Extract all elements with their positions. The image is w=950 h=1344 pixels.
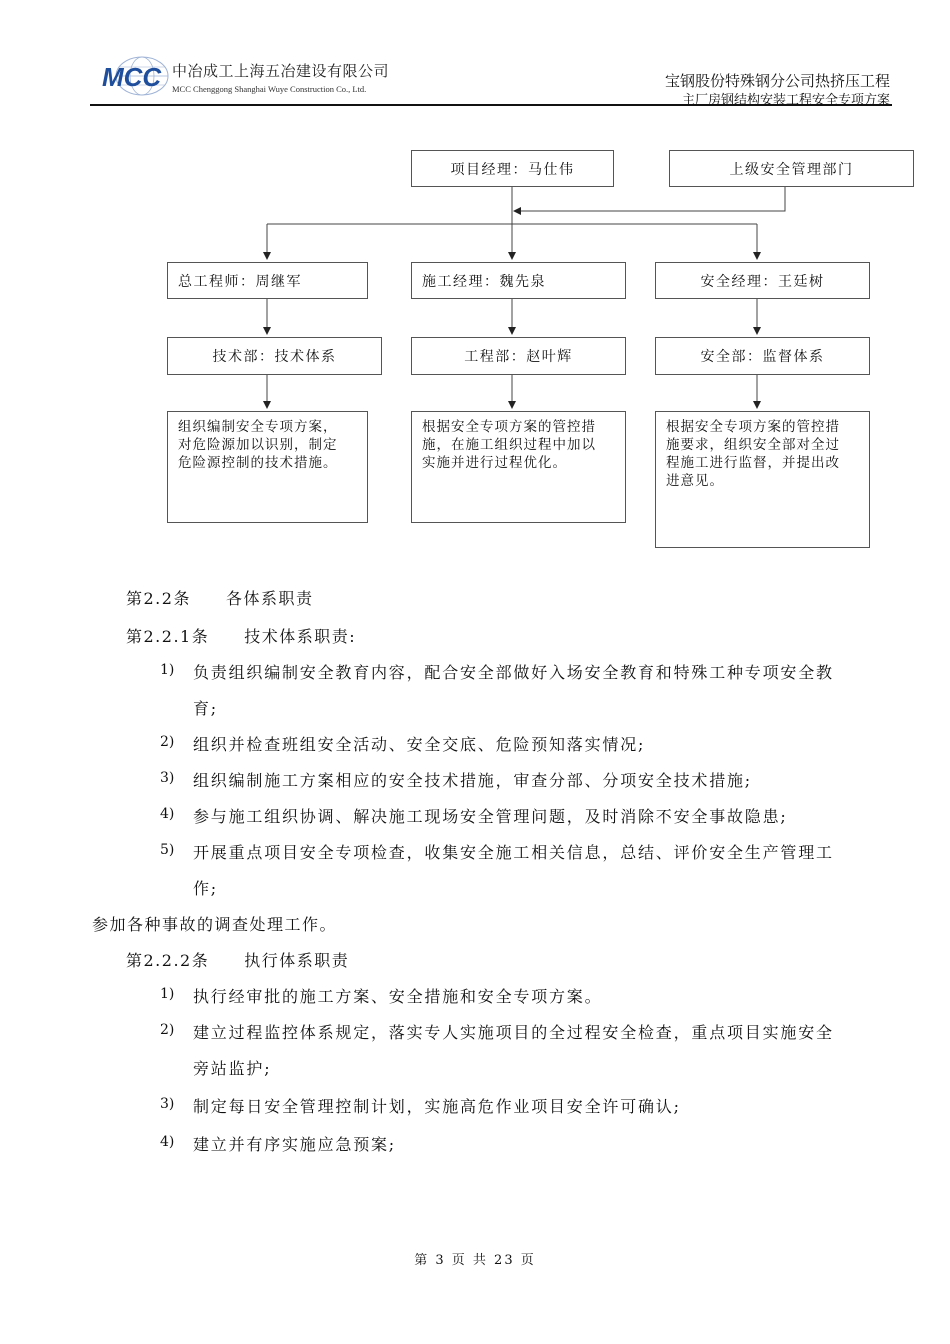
box-safety-manager: 安全经理：王廷树	[655, 262, 870, 299]
box-tech-dept: 技术部：技术体系	[167, 337, 382, 375]
company-name-en: MCC Chenggong Shanghai Wuye Construction Co., Ltd.	[172, 84, 367, 94]
tech-desc-line: 危险源控制的技术措施。	[178, 455, 338, 471]
item-number: 3)	[160, 770, 175, 786]
safety-desc-line: 根据安全专项方案的管控措	[666, 419, 840, 435]
list-item: 开展重点项目安全专项检查，收集安全施工相关信息，总结、评价安全生产管理工	[193, 843, 834, 862]
box-chief-engineer: 总工程师：周继军	[167, 262, 368, 299]
item-number: 1)	[160, 662, 175, 678]
logo-text: MCC	[102, 62, 162, 92]
eng-desc-line: 实施并进行过程优化。	[422, 455, 567, 471]
safety-desc-line: 施要求，组织安全部对全过	[666, 437, 840, 453]
tech-desc-line: 组织编制安全专项方案，	[178, 419, 338, 435]
box-eng-desc	[411, 411, 626, 523]
box-tech-desc	[167, 411, 368, 523]
header-divider	[90, 104, 892, 106]
box-construction-manager: 施工经理：魏先泉	[411, 262, 626, 299]
company-name-cn: 中冶成工上海五冶建设有限公司	[172, 62, 390, 80]
box-safety-dept: 安全部：监督体系	[655, 337, 870, 375]
list-item: 执行经审批的施工方案、安全措施和安全专项方案。	[193, 987, 603, 1006]
tech-desc-line: 对危险源加以识别，制定	[178, 437, 338, 453]
paragraph-extra: 参加各种事故的调查处理工作。	[92, 915, 338, 934]
list-item: 建立并有序实施应急预案;	[193, 1135, 396, 1154]
safety-desc-line: 程施工进行监督，并提出改	[666, 455, 840, 471]
list-item: 建立过程监控体系规定，落实专人实施项目的全过程安全检查，重点项目实施安全	[193, 1023, 834, 1042]
safety-desc-line: 进意见。	[666, 473, 724, 489]
item-number: 5)	[160, 842, 175, 858]
company-logo	[100, 54, 170, 98]
item-number: 3)	[160, 1096, 175, 1112]
list-item: 负责组织编制安全教育内容，配合安全部做好入场安全教育和特殊工种专项安全教	[193, 663, 834, 682]
section-heading-2-2: 第2.2条 各体系职责	[126, 589, 314, 608]
item-number: 2)	[160, 734, 175, 750]
item-number: 4)	[160, 1134, 175, 1150]
list-item: 制定每日安全管理控制计划，实施高危作业项目安全许可确认;	[193, 1097, 681, 1116]
list-item: 参与施工组织协调、解决施工现场安全管理问题，及时消除不安全事故隐患;	[193, 807, 788, 826]
box-project-manager: 项目经理：马仕伟	[411, 150, 614, 187]
eng-desc-line: 施，在施工组织过程中加以	[422, 437, 596, 453]
item-number: 1)	[160, 986, 175, 1002]
page-footer: 第 3 页 共 23 页	[414, 1253, 536, 1268]
item-number: 4)	[160, 806, 175, 822]
section-heading-2-2-2: 第2.2.2条 执行体系职责	[126, 951, 350, 970]
list-item-cont: 旁站监护;	[193, 1059, 272, 1078]
section-heading-2-2-1: 第2.2.1条 技术体系职责:	[126, 627, 357, 646]
box-upper-safety-dept: 上级安全管理部门	[669, 150, 914, 187]
eng-desc-line: 根据安全专项方案的管控措	[422, 419, 596, 435]
list-item: 组织并检查班组安全活动、安全交底、危险预知落实情况;	[193, 735, 646, 754]
box-safety-desc	[655, 411, 870, 548]
project-subtitle: 主厂房钢结构安装工程安全专项方案	[681, 93, 890, 108]
box-eng-dept: 工程部：赵叶辉	[411, 337, 626, 375]
list-item-cont: 作;	[193, 879, 218, 898]
list-item: 组织编制施工方案相应的安全技术措施，审查分部、分项安全技术措施;	[193, 771, 752, 790]
list-item-cont: 育;	[193, 699, 218, 718]
item-number: 2)	[160, 1022, 175, 1038]
project-title: 宝钢股份特殊钢分公司热挤压工程	[664, 72, 890, 90]
